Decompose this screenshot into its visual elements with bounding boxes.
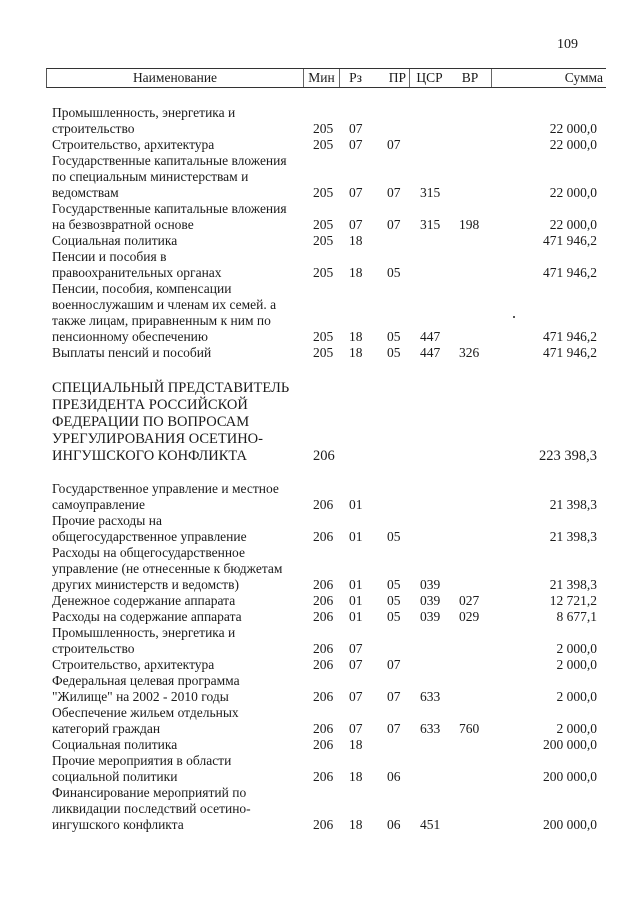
cell-csr: 315 [420,185,441,200]
cell-sum: 200 000,0 [543,737,597,752]
section-heading-line [0,431,640,448]
cell-name: управление (не отнесенные к бюджетам [52,561,283,576]
cell-name: на безвозвратной основе [52,217,194,232]
cell-rz: 18 [349,345,363,360]
cell-pr: 05 [387,265,401,280]
cell-name: Выплаты пенсий и пособий [52,345,212,360]
cell-name: ФЕДЕРАЦИИ ПО ВОПРОСАМ [52,414,250,430]
cell-name: Государственные капитальные вложения [52,201,287,216]
cell-name: по специальным министерствам и [52,169,249,184]
cell-sum: 21 398,3 [549,577,597,592]
cell-min: 205 [313,185,334,200]
table-row-line [0,297,640,313]
cell-rz: 01 [349,609,363,624]
cell-csr: 447 [420,329,441,344]
table-row-line [0,217,640,233]
cell-name: общегосударственное управление [52,529,247,544]
scan-speck [513,316,515,318]
cell-sum: 2 000,0 [556,657,597,672]
cell-name: пенсионному обеспечению [52,329,208,344]
cell-min: 206 [313,817,334,832]
cell-csr: 039 [420,577,441,592]
cell-rz: 18 [349,817,363,832]
cell-name: Промышленность, энергетика и [52,105,236,120]
cell-name: УРЕГУЛИРОВАНИЯ ОСЕТИНО- [52,431,263,447]
cell-name: ведомствам [52,185,119,200]
table-row-line [0,817,640,833]
cell-name: Государственные капитальные вложения [52,153,287,168]
cell-rz: 18 [349,233,363,248]
cell-sum: 22 000,0 [549,137,597,152]
cell-name: социальной политики [52,769,178,784]
table-row-line [0,481,640,497]
cell-name: ИНГУШСКОГО КОНФЛИКТА [52,448,247,464]
cell-min: 205 [313,217,334,232]
section-heading-line [0,414,640,431]
section-heading-line [0,397,640,414]
cell-min: 206 [313,448,335,464]
cell-rz: 18 [349,265,363,280]
header-min: Мин [303,69,339,87]
cell-name: Промышленность, энергетика и [52,625,236,640]
header-sum: Сумма [491,69,606,87]
cell-rz: 07 [349,185,363,200]
cell-name: Расходы на общегосударственное [52,545,245,560]
cell-name: строительство [52,641,135,656]
section-heading-line [0,380,640,397]
cell-sum: 12 721,2 [549,593,597,608]
table-row-line [0,137,640,153]
section-heading-line [0,448,640,465]
cell-min: 206 [313,769,334,784]
cell-sum: 2 000,0 [556,689,597,704]
cell-sum: 2 000,0 [556,641,597,656]
cell-pr: 07 [387,657,401,672]
table-row-line [0,673,640,689]
cell-csr: 447 [420,345,441,360]
cell-name: также лицам, приравненным к ним по [52,313,271,328]
table-row-line [0,105,640,121]
table-row-line [0,625,640,641]
cell-rz: 01 [349,577,363,592]
cell-min: 206 [313,529,334,544]
table-header [46,68,606,88]
header-vr: ВР [461,70,479,85]
cell-name: Строительство, архитектура [52,657,215,672]
cell-pr: 06 [387,769,401,784]
table-row-line [0,561,640,577]
cell-rz: 07 [349,217,363,232]
cell-name: Расходы на содержание аппарата [52,609,242,624]
cell-pr: 07 [387,721,401,736]
cell-pr: 07 [387,185,401,200]
cell-sum: 22 000,0 [549,185,597,200]
table-row-line [0,153,640,169]
cell-vr: 027 [459,593,480,608]
cell-pr: 05 [387,593,401,608]
cell-min: 206 [313,737,334,752]
cell-sum: 223 398,3 [539,448,597,464]
cell-sum: 2 000,0 [556,721,597,736]
table-row-line [0,593,640,609]
cell-name: "Жилище" на 2002 - 2010 годы [52,689,229,704]
table-row-line [0,641,640,657]
cell-name: Прочие расходы на [52,513,162,528]
cell-csr: 315 [420,217,441,232]
cell-name: Федеральная целевая программа [52,673,240,688]
cell-name: Социальная политика [52,737,178,752]
cell-min: 206 [313,641,334,656]
header-pr: ПР [388,70,406,85]
cell-sum: 21 398,3 [549,497,597,512]
cell-min: 205 [313,345,334,360]
cell-name: Финансирование мероприятий по [52,785,247,800]
cell-vr: 198 [459,217,480,232]
cell-rz: 07 [349,689,363,704]
table-row-line [0,529,640,545]
cell-min: 206 [313,577,334,592]
table-row-line [0,329,640,345]
cell-min: 206 [313,657,334,672]
table-row-line [0,345,640,361]
cell-name: Пенсии, пособия, компенсации [52,281,232,296]
table-row-line [0,265,640,281]
cell-sum: 22 000,0 [549,217,597,232]
cell-name: строительство [52,121,135,136]
table-row-line [0,121,640,137]
cell-name: ликвидации последствий осетино- [52,801,251,816]
cell-vr: 760 [459,721,480,736]
cell-name: Государственное управление и местное [52,481,279,496]
cell-name: военнослужашим и членам их семей. а [52,297,277,312]
cell-name: Социальная политика [52,233,178,248]
header-csr: ЦСР [409,69,449,87]
cell-name: Пенсии и пособия в [52,249,167,264]
cell-min: 206 [313,593,334,608]
cell-min: 205 [313,121,334,136]
cell-pr: 05 [387,529,401,544]
cell-pr: 05 [387,577,401,592]
cell-min: 205 [313,137,334,152]
cell-rz: 01 [349,497,363,512]
cell-pr: 07 [387,137,401,152]
cell-rz: 18 [349,737,363,752]
table-row-line [0,769,640,785]
cell-min: 206 [313,689,334,704]
table-row-line [0,705,640,721]
cell-rz: 07 [349,137,363,152]
cell-min: 205 [313,265,334,280]
cell-sum: 471 946,2 [543,329,597,344]
table-row-line [0,233,640,249]
cell-name: ПРЕЗИДЕНТА РОССИЙСКОЙ [52,397,248,413]
cell-csr: 039 [420,609,441,624]
cell-csr: 039 [420,593,441,608]
table-row-line [0,185,640,201]
table-row-line [0,577,640,593]
cell-name: категорий граждан [52,721,161,736]
cell-csr: 633 [420,689,441,704]
cell-sum: 22 000,0 [549,121,597,136]
cell-vr: 029 [459,609,480,624]
cell-sum: 200 000,0 [543,817,597,832]
cell-name: СПЕЦИАЛЬНЫЙ ПРЕДСТАВИТЕЛЬ [52,380,290,396]
cell-name: Прочие мероприятия в области [52,753,232,768]
cell-min: 206 [313,721,334,736]
cell-csr: 633 [420,721,441,736]
cell-rz: 18 [349,329,363,344]
cell-name: Денежное содержание аппарата [52,593,236,608]
table-row-line [0,657,640,673]
cell-min: 205 [313,233,334,248]
header-name: Наименование [132,70,218,85]
cell-pr: 07 [387,689,401,704]
cell-rz: 07 [349,721,363,736]
cell-rz: 07 [349,641,363,656]
cell-pr: 06 [387,817,401,832]
table-row-line [0,497,640,513]
cell-pr: 07 [387,217,401,232]
cell-sum: 8 677,1 [556,609,597,624]
table-row-line [0,753,640,769]
cell-rz: 18 [349,769,363,784]
table-row-line [0,249,640,265]
cell-min: 205 [313,329,334,344]
cell-min: 206 [313,497,334,512]
cell-min: 206 [313,609,334,624]
table-row-line [0,801,640,817]
table-row-line [0,689,640,705]
header-rz: Рз [339,69,371,87]
cell-rz: 07 [349,121,363,136]
cell-pr: 05 [387,345,401,360]
cell-name: Обеспечение жильем отдельных [52,705,239,720]
table-row-line [0,281,640,297]
table-row-line [0,545,640,561]
page-number: 109 [557,37,578,52]
cell-pr: 05 [387,329,401,344]
cell-name: Строительство, архитектура [52,137,215,152]
table-row-line [0,785,640,801]
cell-sum: 471 946,2 [543,265,597,280]
table-row-line [0,609,640,625]
cell-name: ингушского конфликта [52,817,184,832]
table-row-line [0,201,640,217]
cell-name: самоуправление [52,497,146,512]
cell-rz: 01 [349,529,363,544]
cell-sum: 471 946,2 [543,233,597,248]
table-row-line [0,513,640,529]
table-row-line [0,169,640,185]
table-row-line [0,721,640,737]
cell-vr: 326 [459,345,480,360]
cell-csr: 451 [420,817,441,832]
cell-pr: 05 [387,609,401,624]
cell-name: правоохранительных органах [52,265,222,280]
table-row-line [0,313,640,329]
cell-sum: 471 946,2 [543,345,597,360]
cell-name: других министерств и ведомств) [52,577,239,592]
table-row-line [0,737,640,753]
cell-rz: 01 [349,593,363,608]
cell-rz: 07 [349,657,363,672]
cell-sum: 200 000,0 [543,769,597,784]
cell-sum: 21 398,3 [549,529,597,544]
